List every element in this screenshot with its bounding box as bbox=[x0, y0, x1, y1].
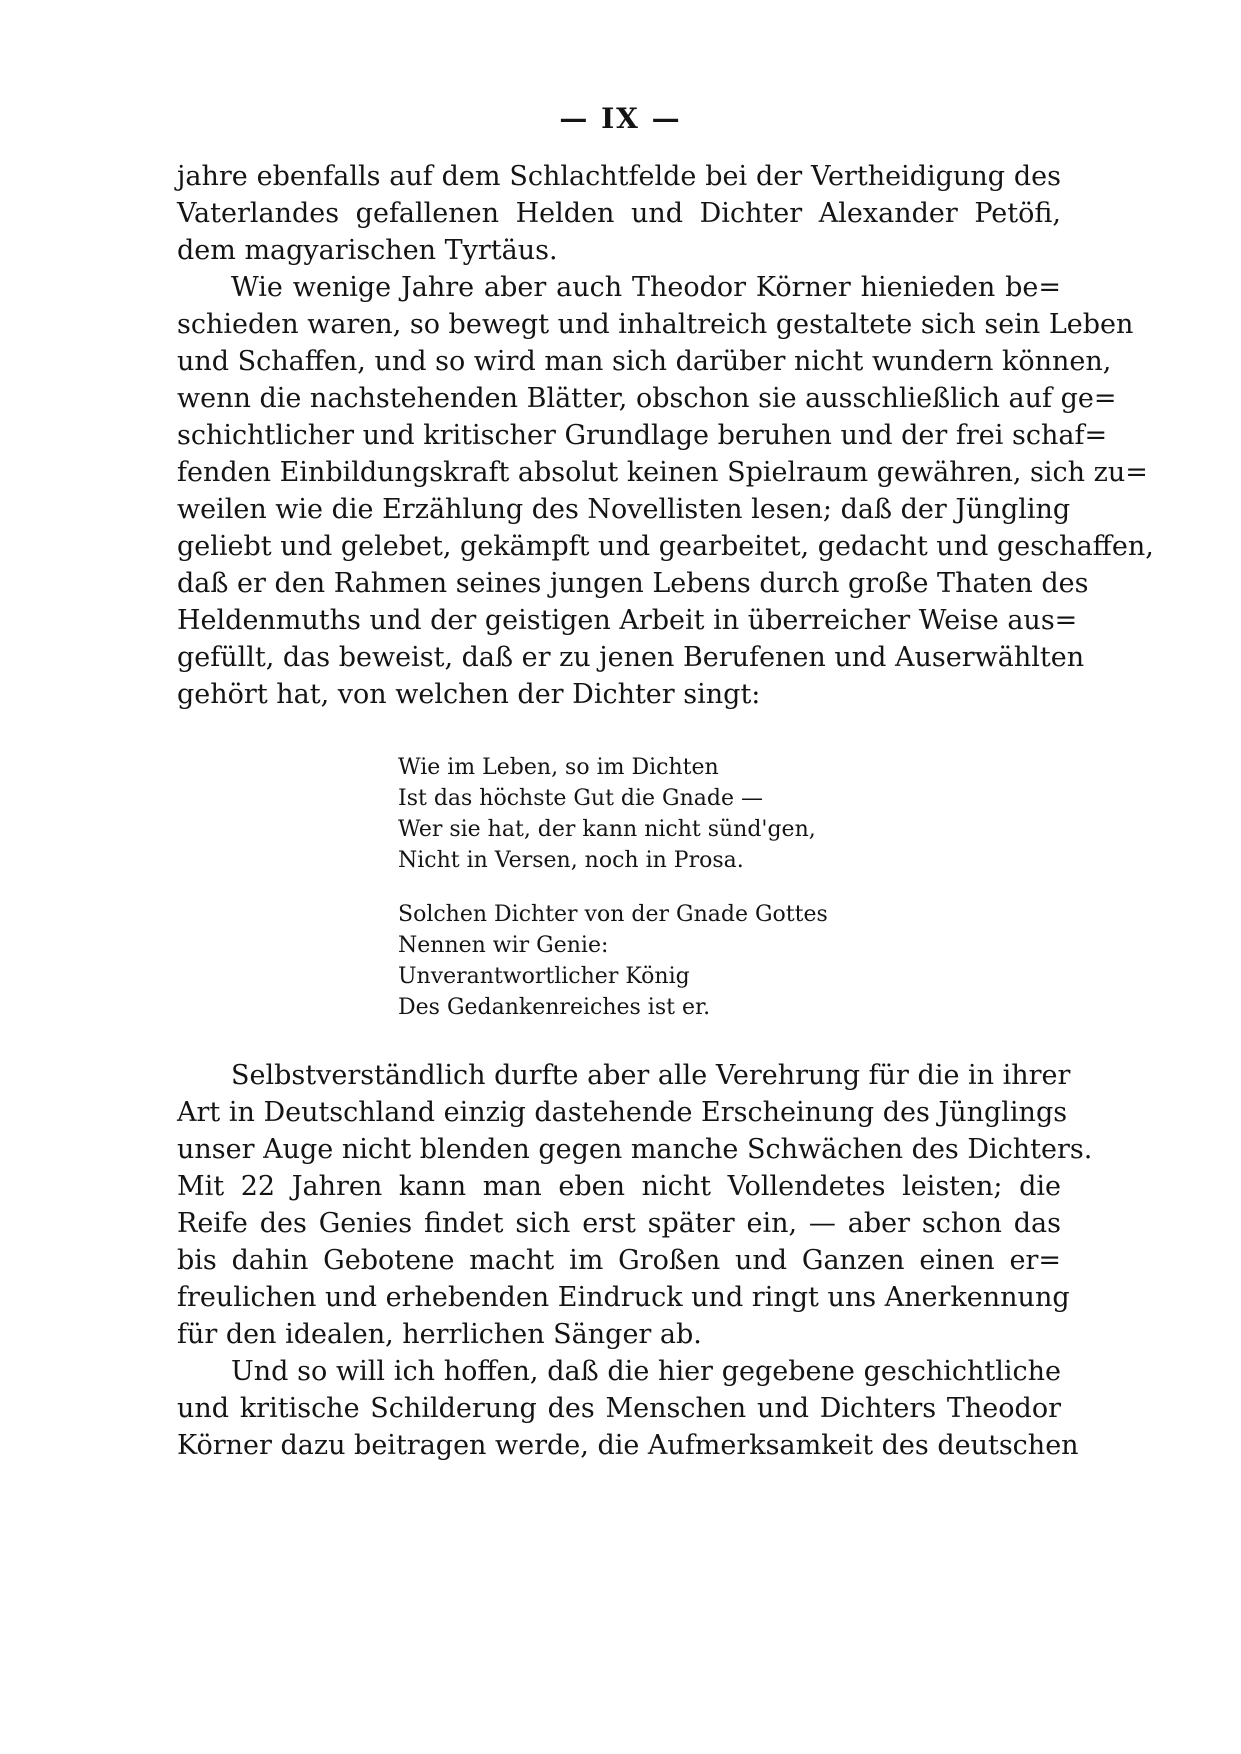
text-line: gehört hat, von welchen der Dichter singt: bbox=[177, 679, 761, 710]
text-line: freulichen und erhebenden Eindruck und ringt uns Anerkennung bbox=[177, 1282, 1070, 1313]
poem-line: Wie im Leben, so im Dichten bbox=[398, 755, 719, 780]
text-line: bis dahin Gebotene macht im Großen und Ganzen einen er= bbox=[177, 1245, 1061, 1276]
text-line: Mit 22 Jahren kann man eben nicht Vollendetes leisten; die bbox=[177, 1171, 1061, 1202]
text-line: Selbstverständlich durfte aber alle Verehrung für die in ihrer bbox=[231, 1060, 1071, 1091]
text-line: jahre ebenfalls auf dem Schlachtfelde bei der Vertheidigung des bbox=[177, 161, 1061, 192]
text-line: daß er den Rahmen seines jungen Lebens durch große Thaten des bbox=[177, 568, 1089, 599]
text-line: Heldenmuths und der geistigen Arbeit in überreicher Weise aus= bbox=[177, 605, 1078, 636]
poem-line: Des Gedankenreiches ist er. bbox=[398, 995, 711, 1020]
text-line: und kritische Schilderung des Menschen und Dichters Theodor bbox=[177, 1393, 1061, 1424]
text-line: geliebt und gelebet, gekämpft und gearbeitet, gedacht und geschaffen, bbox=[177, 531, 1154, 562]
poem-line: Nicht in Versen, noch in Prosa. bbox=[398, 848, 744, 873]
text-line: fenden Einbildungskraft absolut keinen Spielraum gewähren, sich zu= bbox=[177, 457, 1148, 488]
text-line: Reife des Genies findet sich erst später ein, — aber schon das bbox=[177, 1208, 1061, 1239]
poem-line: Nennen wir Genie: bbox=[398, 933, 609, 958]
poem-line: Wer sie hat, der kann nicht sünd'gen, bbox=[398, 817, 816, 842]
text-line: für den idealen, herrlichen Sänger ab. bbox=[177, 1319, 702, 1350]
text-line: unser Auge nicht blenden gegen manche Schwächen des Dichters. bbox=[177, 1134, 1093, 1165]
text-line: weilen wie die Erzählung des Novellisten lesen; daß der Jüngling bbox=[177, 494, 1071, 525]
text-line: schieden waren, so bewegt und inhaltreich gestaltete sich sein Leben bbox=[177, 309, 1134, 340]
text-line: Vaterlandes gefallenen Helden und Dichter Alexander Petöfi, bbox=[177, 198, 1061, 229]
text-line: Und so will ich hoffen, daß die hier gegebene geschichtliche bbox=[231, 1356, 1061, 1387]
text-line: wenn die nachstehenden Blätter, obschon sie ausschließlich auf ge= bbox=[177, 383, 1117, 414]
poem-line: Unverantwortlicher König bbox=[398, 964, 690, 989]
poem-line: Solchen Dichter von der Gnade Gottes bbox=[398, 902, 828, 927]
text-line: und Schaffen, und so wird man sich darüber nicht wundern können, bbox=[177, 346, 1112, 377]
text-line: Wie wenige Jahre aber auch Theodor Körner hienieden be= bbox=[231, 272, 1061, 303]
page-number: — IX — bbox=[559, 102, 682, 135]
text-line: schichtlicher und kritischer Grundlage beruhen und der frei schaf= bbox=[177, 420, 1108, 451]
text-line: dem magyarischen Tyrtäus. bbox=[177, 235, 558, 266]
poem-line: Ist das höchste Gut die Gnade — bbox=[398, 786, 764, 811]
text-line: gefüllt, das beweist, daß er zu jenen Berufenen und Auserwählten bbox=[177, 642, 1085, 673]
text-line: Körner dazu beitragen werde, die Aufmerksamkeit des deutschen bbox=[177, 1430, 1079, 1461]
text-line: Art in Deutschland einzig dastehende Erscheinung des Jünglings bbox=[177, 1097, 1068, 1128]
